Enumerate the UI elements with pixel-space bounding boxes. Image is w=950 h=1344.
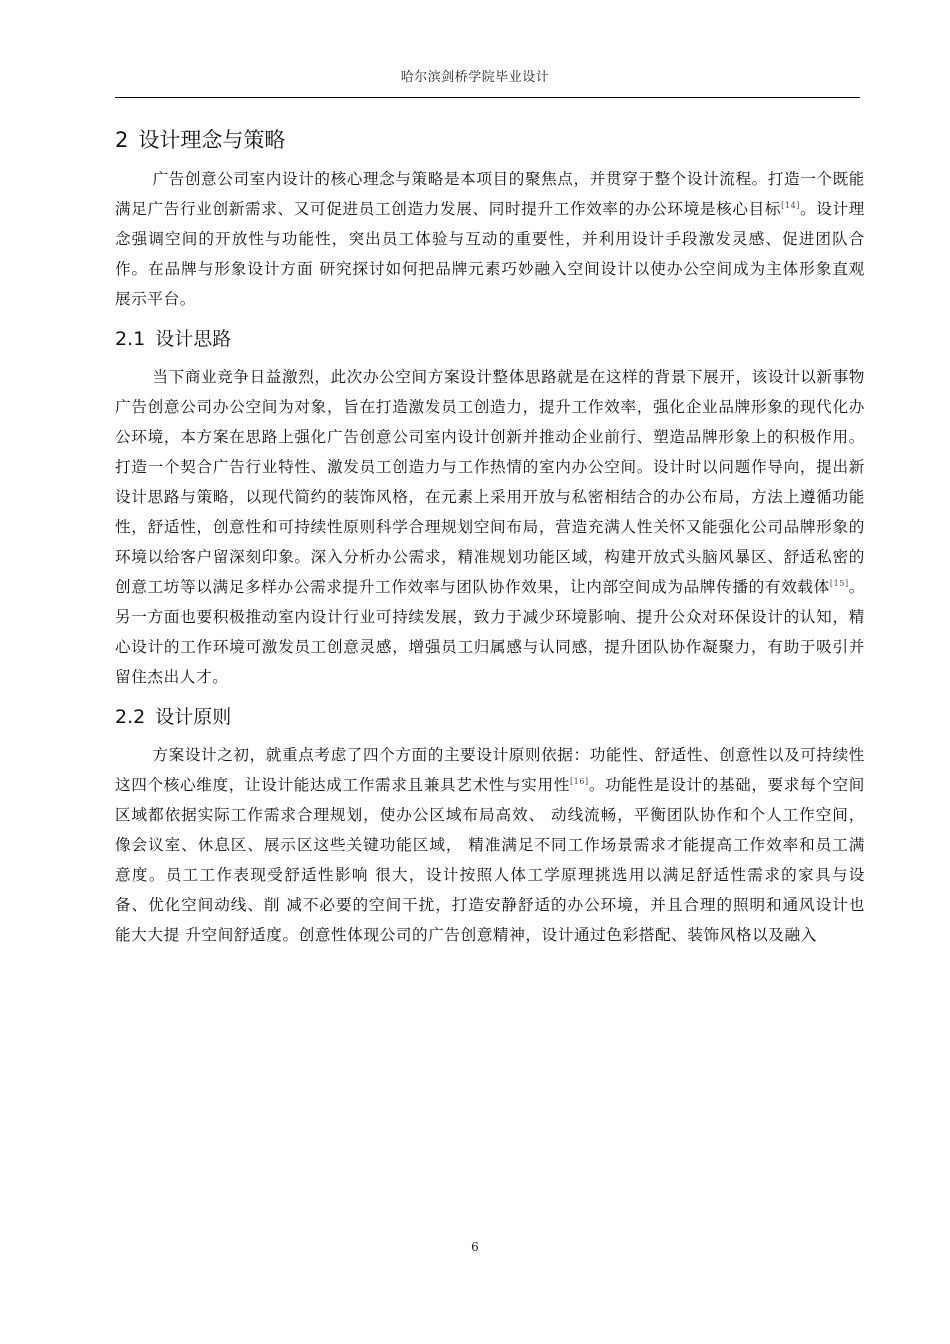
paragraph-text: 。功能性是设计的基础，要求每个空间区域都依据实际工作需求合理规划，使办公区域布局高效、 动线流畅，平衡团队协作和个人工作空间，像会议室、休息区、展示区这些关键功能区域， 精准满足不同工作场景需求才能提高工作效率和员工满意度。员工工作表现受舒适性影响 很大，设计按照人体工学原理挑选用以满足舒适性需求的家具与设备、优化空间动线、削 减不必要的空间干扰，打造安静舒适的办公环境，并且合理的照明和通风设计也能大大提 升空间舒适度。创意性体现公司的广告创意精神，设计通过色彩搭配、装饰风格以及融入: [115, 776, 865, 944]
paragraph-text: 当下商业竞争日益激烈，此次办公空间方案设计整体思路就是在这样的背景下展开，该设计以新事物广告创意公司办公空间为对象，旨在打造激发员工创造力，提升工作效率，强化企业品牌形象的现代化办公环境，本方案在思路上强化广告创意公司室内设计创新并推动企业前行、塑造品牌形象上的积极作用。打造一个契合广告行业特性、激发员工创造力与工作热情的室内办公空间。设计时以问题作导向，提出新设计思路与策略，以现代简约的装饰风格，在元素上采用开放与私密相结合的办公布局，方法上遵循功能性，舒适性，创意性和可持续性原则科学合理规划空间布局，营造充满人性关怀又能强化公司品牌形象的环境以给客户留深刻印象。深入分析办公需求，精准规划功能区域，构建开放式头脑风暴区、舒适私密的创意工坊等以满足多样办公需求提升工作效率与团队协作效果，让内部空间成为品牌传播的有效载体: [115, 368, 865, 596]
paragraph-2-intro: [115, 164, 865, 314]
paragraph-text: 。设计理念强调空间的开放性与功能性，突出员工体验与互动的重要性，并利用设计手段激发灵感、促进团队合作。在品牌与形象设计方面 研究探讨如何把品牌元素巧妙融入空间设计以使办公空间成为主体形象直观展示平台。: [115, 200, 865, 308]
page-body: [115, 124, 865, 950]
citation-14: [14]: [781, 200, 800, 210]
section-title: 设计原则: [155, 706, 232, 728]
section-heading-2-1: [115, 324, 865, 354]
citation-15: [15]: [829, 578, 849, 588]
paragraph-text: 。另一方面也要积极推动室内设计行业可持续发展，致力于减少环境影响、提升公众对环保设计的认知，精心设计的工作环境可激发员工创意灵感，增强员工归属感与认同感，提升团队协作凝聚力，有助于吸引并留住杰出人才。: [115, 578, 865, 686]
paragraph-2-1: [115, 362, 865, 692]
paragraph-2-2: [115, 740, 865, 950]
section-title: 设计思路: [155, 328, 232, 350]
section-number: 2.2: [115, 706, 146, 728]
section-number: 2: [115, 128, 129, 152]
section-heading-2-2: [115, 702, 865, 732]
paragraph-text: 方案设计之初，就重点考虑了四个方面的主要设计原则依据：功能性、舒适性、创意性以及可持续性这四个核心维度，让设计能达成工作需求且兼具艺术性与实用性: [115, 746, 865, 794]
page-header: 哈尔滨剑桥学院毕业设计: [400, 70, 550, 85]
paragraph-text: 广告创意公司室内设计的核心理念与策略是本项目的聚焦点，并贯穿于整个设计流程。打造一个既能满足广告行业创新需求、又可促进员工创造力发展、同时提升工作效率的办公环境是核心目标: [115, 170, 865, 218]
section-heading-2: [115, 124, 865, 156]
section-title: 设计理念与策略: [138, 128, 286, 152]
header-divider: [115, 97, 860, 98]
page-number: 6: [471, 1240, 479, 1254]
section-number: 2.1: [115, 328, 146, 350]
citation-16: [16]: [569, 776, 589, 786]
